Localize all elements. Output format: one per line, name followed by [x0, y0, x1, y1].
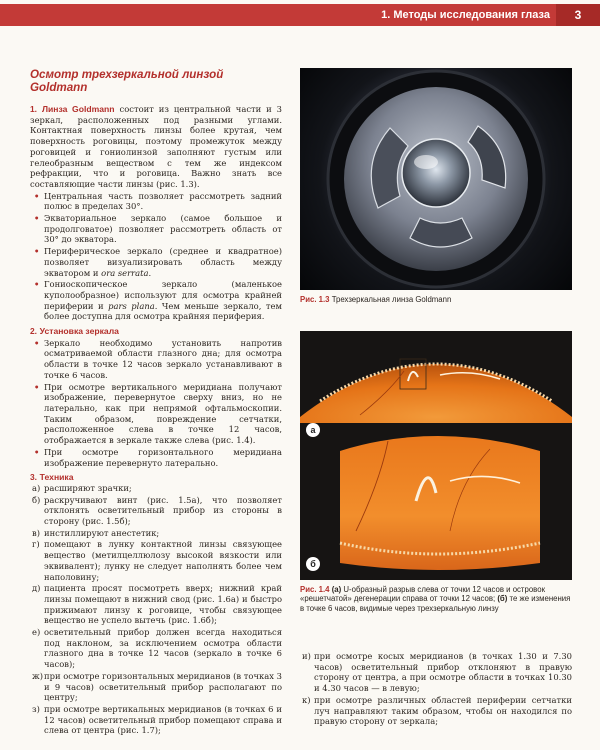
page-number: 3: [556, 4, 600, 26]
right-column: [300, 68, 572, 613]
step: г) помещают в лунку контактной линзы связующее вещество (метилцеллюлозу высокой вязкости или эквивалент); лунку не следует наполнять более чем наполовину;: [32, 539, 282, 582]
step: е) осветительный прибор должен всегда находиться под наклоном, за исключением осмотра области глазного дна в точке 12 часов (зеркало в точке 6 часов);: [32, 627, 282, 670]
item-1-number: 1.: [30, 104, 37, 114]
technique-steps: [30, 483, 282, 736]
item-1-intro: состоит из центральной части и 3 зеркал, расположенных под разными углами. Контактная поверхность линзы более крутая, чем поверхность роговицы, поэтому промежуток между роговицей и гониолинзой заполняют густым или гелеобразным веществом с тем же индексом рефракции, что и роговица. Важно знать все составляющие части линзы (рис. 1.3).: [30, 104, 283, 189]
item-3-number: 3.: [30, 472, 37, 483]
retina-illustration: [300, 331, 572, 580]
step: з) при осмотре вертикальных меридианов (в точках 6 и 12 часов) осветительный прибор помещают справа и слева от центра (рис. 1.7);: [32, 703, 282, 736]
item-2-bullets: [30, 338, 282, 468]
left-column: [30, 68, 282, 740]
goldmann-lens-photo: [300, 68, 572, 290]
figure-1-3-text: Трехзеркальная линза Goldmann: [331, 295, 452, 304]
bullet-central: • Центральная часть позволяет рассмотреть задний полюс в пределах 30°.: [30, 191, 282, 212]
step: ж) при осмотре горизонтальных меридианов (в точках 3 и 9 часов) осветительный прибор располагают по центру;: [32, 670, 282, 703]
item-3-title: Техника: [39, 472, 74, 483]
step: д) пациента просят посмотреть вверх; нижний край линзы помещают в нижний свод (рис. 1.6а) и быстро прижимают линзу к роговице, чтобы связующее вещество не успело вытечь (рис. 1.6б);: [32, 583, 282, 626]
step: к) при осмотре различных областей периферии сетчатки луч направляют таким образом, чтобы он находился по правую сторону от зеркала;: [302, 694, 572, 727]
bullet-mirror-position: • Зеркало необходимо установить напротив осматриваемой области глазного дна; для осмотра области в точке 12 часов зеркало устанавливают в точке 6 часов.: [30, 338, 282, 381]
item-2-title: Установка зеркала: [39, 326, 119, 337]
figure-1-3-label: Рис. 1.3: [300, 295, 330, 304]
item-1-title: Линза Goldmann: [41, 104, 115, 114]
item-3: [30, 472, 282, 736]
step: б) раскручивают винт (рис. 1.5а), что позволяет отклонять осветительный прибор из стороны в сторону (рис. 1.5б);: [32, 494, 282, 527]
step: и) при осмотре косых меридианов (в точках 1.30 и 7.30 часов) осветительный прибор отклоняют в правую сторону от центра, а при осмотре области в точках 10.30 и 4.30 часов — в левую;: [302, 651, 572, 694]
running-header: [0, 4, 600, 26]
bullet-vertical-meridian: • При осмотре вертикального меридиана получают изображение, перевернутое сверху вниз, но не латерально, как при непрямой офтальмоскопии. Таким образом, повреждение сетчатки, расположенное слева в точке 12 часов, отображается в зеркале также слева (рис. 1.4).: [30, 382, 282, 446]
step: а) расширяют зрачки;: [32, 482, 132, 493]
bullet-peripheral: • Периферическое зеркало (среднее и квадратное) позволяет визуализировать область между экватором и ora serrata.: [30, 246, 282, 278]
figure-1-4-label: Рис. 1.4: [300, 584, 330, 594]
item-2: [30, 326, 282, 468]
figure-1-3-caption: [300, 295, 572, 305]
figure-1-4-caption: Рис. 1.4 (а) U-образный разрыв слева от точки 12 часов и островок «решетчатой» дегенерации справа от точки 12 часов; (б) те же изменения в точке 6 часов, видимые через трехзеркальную линзу: [300, 584, 571, 613]
bullet-horizontal-meridian: • При осмотре горизонтального меридиана изображение перевернуто латерально.: [30, 447, 282, 468]
technique-steps-continued: [300, 651, 572, 728]
retina-fundus-photo: [300, 331, 572, 580]
item-1-bullets: [30, 191, 282, 322]
chapter-title: 1. Методы исследования глаза: [381, 9, 550, 21]
panel-b-badge: б: [306, 557, 320, 571]
bullet-equatorial: • Экваториальное зеркало (самое большое и продолговатое) позволяет рассмотреть область от 30° до экватора.: [30, 213, 282, 245]
item-2-number: 2.: [30, 326, 37, 337]
panel-a-badge: а: [306, 423, 320, 437]
section-title: Осмотр трехзеркальной линзой Goldmann: [30, 68, 224, 94]
item-1: [30, 104, 282, 322]
bullet-gonioscopic: • Гониоскопическое зеркало (маленькое куполообразное) используют для осмотра крайней периферии и pars plana. Чем меньше зеркало, тем более доступна для осмотра крайняя периферия.: [30, 279, 282, 322]
step: в) инстиллируют анестетик;: [32, 527, 160, 538]
goldmann-lens-illustration: [300, 68, 572, 290]
